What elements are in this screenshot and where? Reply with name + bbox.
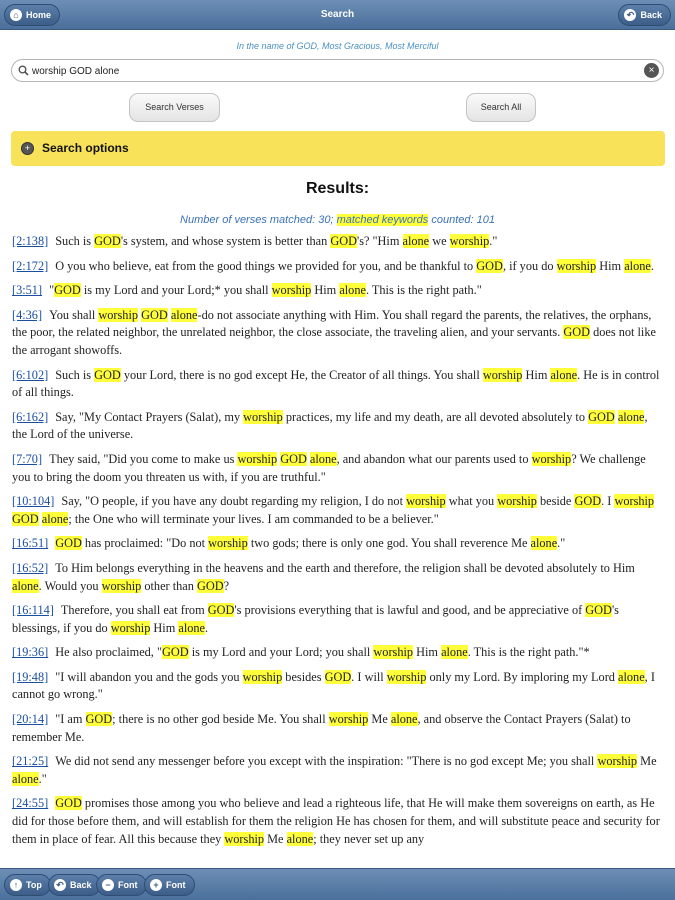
- search-input[interactable]: [32, 62, 632, 80]
- font-increase-button[interactable]: [144, 874, 195, 896]
- font-decrease-label: Font: [118, 880, 138, 890]
- search-box[interactable]: [11, 59, 664, 82]
- clear-search-icon[interactable]: ×: [644, 63, 659, 78]
- results-summary: [0, 214, 675, 226]
- verse-item: [12, 451, 662, 486]
- page-title: Search: [320, 9, 355, 20]
- verse-text: Therefore, you shall eat from GOD's provisions everything that is lawful and good, and be appreciative of GOD's blessings, if you do worship Him alone.: [12, 603, 619, 635]
- verse-reference-link[interactable]: [24:55]: [12, 796, 49, 811]
- footer-back-label: Back: [70, 880, 92, 890]
- verse-text: You shall worship GOD alone-do not associate anything with Him. You shall regard the parents, the relatives, the orphans, the poor, the related neighbor, the unrelated neighbor, the close associate, the traveling alien, and your servants. GOD does not like the arrogant showoffs.: [12, 307, 656, 357]
- verse-text: He also proclaimed, "GOD is my Lord and your Lord; you shall worship Him alone. This is the right path."*: [55, 645, 590, 660]
- back-arrow-icon: ↶: [54, 879, 66, 891]
- search-verses-button[interactable]: Search Verses: [129, 93, 220, 122]
- verse-item: [12, 258, 662, 276]
- verse-item: [12, 493, 662, 528]
- minus-icon: −: [102, 879, 114, 891]
- verse-text: To Him belongs everything in the heavens and the earth and therefore, the religion shall be devoted absolutely to Him alone. Would you worship other than GOD?: [12, 560, 635, 593]
- verse-reference-link[interactable]: [16:51]: [12, 536, 49, 551]
- home-icon: ⌂: [10, 9, 22, 21]
- verse-reference-link[interactable]: [2:138]: [12, 234, 49, 248]
- search-options-panel[interactable]: [11, 131, 665, 166]
- verse-item: [12, 644, 662, 662]
- verse-item: [12, 669, 662, 704]
- arrow-up-icon: ↑: [10, 879, 22, 891]
- results-title: Results:: [305, 180, 370, 197]
- verse-text: Say, "My Contact Prayers (Salat), my worship practices, my life and my death, are all devoted absolutely to GOD alone, the Lord of the universe.: [12, 409, 648, 442]
- verse-text: "I am GOD; there is no other god beside Me. You shall worship Me alone, and observe the Contact Prayers (Salat) to remember Me.: [12, 712, 631, 744]
- search-options-label: Search options: [42, 141, 129, 155]
- top-button[interactable]: [4, 874, 51, 896]
- bottom-toolbar: [0, 868, 675, 900]
- verse-text: We did not send any messenger before you except with the inspiration: "There is no god except Me; you shall worship Me alone.": [12, 754, 657, 786]
- verse-item: [12, 535, 662, 553]
- back-button[interactable]: [618, 4, 671, 26]
- verse-text: O you who believe, eat from the good things we provided for you, and be thankful to GOD, if you do worship Him alone.: [55, 258, 654, 273]
- verse-reference-link[interactable]: [16:52]: [12, 560, 49, 575]
- verse-reference-link[interactable]: [4:36]: [12, 307, 43, 322]
- verse-item: [12, 307, 662, 360]
- verse-reference-link[interactable]: [20:14]: [12, 712, 49, 727]
- verse-text: "I will abandon you and the gods you worship besides GOD. I will worship only my Lord. By imploring my Lord alone, I cannot go wrong.": [12, 669, 655, 702]
- summary-keyword-count: counted: 101: [431, 214, 495, 226]
- verse-item: [12, 560, 662, 595]
- summary-count: Number of verses matched: 30;: [180, 214, 334, 226]
- footer-back-button[interactable]: [48, 874, 101, 896]
- verse-text: "GOD is my Lord and your Lord;* you shall worship Him alone. This is the right path.": [49, 283, 482, 298]
- home-button-label: Home: [26, 10, 52, 20]
- verse-reference-link[interactable]: [6:162]: [12, 409, 49, 424]
- verse-text: GOD promises those among you who believe and lead a righteous life, that He will make them sovereigns on earth, as He did for those before them, and will establish for them the religion He has chosen for them, and will substitute peace and security for them in place of fear. All this because they worship Me alone; they never set up any: [12, 796, 660, 846]
- verse-reference-link[interactable]: [19:48]: [12, 669, 49, 684]
- verse-item: [12, 795, 662, 848]
- font-increase-label: Font: [166, 880, 186, 890]
- verse-reference-link[interactable]: [16:114]: [12, 603, 54, 618]
- basmala-text: In the name of GOD, Most Gracious, Most Merciful: [236, 41, 439, 51]
- verse-reference-link[interactable]: [10:104]: [12, 494, 55, 509]
- top-button-label: Top: [26, 880, 42, 890]
- font-decrease-button[interactable]: [96, 874, 147, 896]
- search-icon: [18, 65, 29, 76]
- verse-text: GOD has proclaimed: "Do not worship two gods; there is only one god. You shall reverence Me alone.": [55, 536, 566, 551]
- search-all-button[interactable]: Search All: [466, 93, 536, 122]
- verse-reference-link[interactable]: [6:102]: [12, 367, 49, 382]
- verse-reference-link[interactable]: [21:25]: [12, 754, 49, 769]
- verse-text: Say, "O people, if you have any doubt regarding my religion, I do not worship what you worship beside GOD. I worship GOD alone; the One who will terminate your lives. I am commanded to be a believer.": [12, 494, 655, 526]
- summary-keywords: matched keywords: [336, 214, 429, 226]
- verse-text: They said, "Did you come to make us worship GOD alone, and abandon what our parents used to worship? We challenge you to bring the doom you threaten us with, if you are truthful.": [12, 451, 646, 484]
- verse-reference-link[interactable]: [7:70]: [12, 451, 43, 466]
- back-button-label: Back: [640, 10, 662, 20]
- verse-item: [12, 753, 662, 788]
- verse-item: [12, 602, 662, 637]
- back-arrow-icon: ↶: [624, 9, 636, 21]
- top-navigation-bar: [0, 0, 675, 30]
- expand-icon: +: [21, 142, 34, 155]
- verse-text: Such is GOD's system, and whose system is better than GOD's? "Him alone we worship.": [55, 234, 498, 248]
- verse-item: [12, 233, 662, 251]
- verse-reference-link[interactable]: [3:51]: [12, 283, 43, 298]
- verse-item: [12, 282, 662, 300]
- verse-results-list: [12, 233, 662, 869]
- verse-text: Such is GOD your Lord, there is no god except He, the Creator of all things. You shall worship Him alone. He is in control of all things.: [12, 367, 660, 400]
- plus-icon: +: [150, 879, 162, 891]
- verse-item: [12, 711, 662, 746]
- verse-item: [12, 367, 662, 402]
- verse-item: [12, 409, 662, 444]
- verse-reference-link[interactable]: [2:172]: [12, 258, 49, 273]
- verse-reference-link[interactable]: [19:36]: [12, 645, 49, 660]
